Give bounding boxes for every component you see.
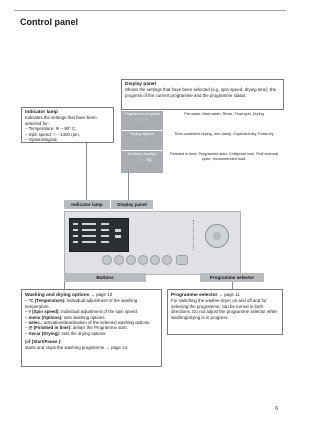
selector-heading: Programme selector [171,293,218,298]
buttons-item: – ▿ (Spin speed): individual adjustment of the spin speed. [25,309,139,315]
buttons-heading-ref: → page 13 [89,292,113,297]
row-label [121,111,163,130]
display-indicator [115,229,121,232]
leader-line [64,282,65,289]
display-panel-heading: Display panel [125,82,156,87]
item-text: sets washing options. [62,314,106,320]
display-line [73,241,125,244]
buttons-item: – Secar (Drying): sets the drying options [25,330,106,336]
finished-in-time-button[interactable] [150,255,160,265]
row-label-text: Programme progress [124,112,160,116]
buttons-list [25,298,158,336]
item-text: delays the Programme start. [71,325,128,331]
item-bold: ▿ (Spin speed): [28,309,60,315]
item-text: individual adjustment of the spin speed. [59,309,139,315]
auxiliary-symbols-icon: ◌ ◌ ◌ ◌ kg [132,157,152,162]
tag-buttons: Buttons [64,273,146,282]
item-bold: selec.: [28,320,43,326]
row-label-text: Drying options [129,132,155,136]
indicator-lamp-box [21,107,114,143]
display-table [121,110,284,172]
tag-indicator-lamp: Indicator lamp [64,200,110,209]
page-number: 6 [275,406,278,412]
menu-button[interactable] [126,255,136,265]
programme-selector-box [167,289,283,335]
row-desc: Time-controlled drying, Iron-damp, Cupboard-dry, Extra-dry [174,132,274,136]
item-bold: °C (Temperature): [28,298,66,304]
item-text: sets the drying options [60,330,106,336]
programme-selector-knob[interactable] [205,224,229,248]
selector-heading-ref: → page 11 [217,292,240,297]
selector-text: For switching the washer-dryer on and off and for selecting the programme; can be turned in both directions. Do not adjust the programme selector while washing/drying is in progress. [171,298,277,320]
display-row-auxiliary [121,150,284,173]
selector-dots [193,220,196,250]
indicator-intro: Indicates the settings that have been selected for: [25,115,97,126]
item-text: individual adjustment of the washing temperature. [25,298,138,309]
buttons-item: – ◷ (Finished in time): delays the Programme start. [25,325,128,331]
display-panel-text: Shows the settings that have been selected (e.g. spin speed, drying time), the progress of the current programme and the programme status. [125,87,277,98]
display-row-progress [121,110,284,130]
display-illustration [69,218,129,252]
leader-line [232,282,233,289]
row-desc: Pre-wash, Main wash, Rinse, Final spin, Drying [184,112,264,116]
row-label-text: Auxiliary displays [127,152,157,156]
display-panel-box [121,79,284,110]
display-line [73,223,125,226]
progress-symbols-icon: ◌ ◌ ◌ ◌ [135,117,149,122]
tag-display-panel: Display panel [111,200,153,209]
buttons-heading: Washing and drying options [25,293,90,298]
buttons-item: – °C (Temperature): individual adjustment of the washing temperature. [25,298,138,309]
row-desc: Finished in time, Programme start, Childproof lock, Fluff-removal cycle, recommended load. [169,152,279,161]
tag-programme-selector: Programme selector [200,273,264,282]
item-bold: menu (Options): [28,314,63,320]
display-row-drying [121,130,284,150]
leader-line [128,172,129,200]
item-bold: Secar (Drying): [28,330,61,336]
buttons-item: – selec.: activation/deactivation of the selected washing options. [25,320,151,326]
indicator-item: – Spin speed: ▿ – 1400 rpm, [25,131,80,137]
display-indicator [115,235,121,238]
indicator-list [25,126,110,142]
row-label [121,151,163,173]
knob-center [213,232,221,240]
title-rule [14,10,286,11]
drying-button[interactable] [162,255,172,265]
buttons-box [21,289,162,367]
leader-line [86,143,87,200]
indicator-heading: Indicator lamp [25,110,58,115]
drying-symbols-icon: ◌ ◌ ◌ [137,137,147,142]
selec-button[interactable] [138,255,148,265]
indicator-item: – Options/signal. [25,137,58,143]
row-label [121,131,163,150]
item-text: activation/deactivation of the selected washing options. [42,320,151,326]
indicator-item: – Temperature: ❄ – 90° C, [25,126,77,132]
start-pause-heading: ▷‖ (Start/Pause ): [25,339,62,345]
start-pause-text: starts and stops the washing programme → page 14. [25,344,129,350]
spin-speed-button[interactable] [114,255,124,265]
page-title: Control panel [20,17,78,27]
temperature-button[interactable] [102,255,112,265]
start-pause-button[interactable] [176,255,188,265]
item-bold: ◷ (Finished in time): [28,325,72,331]
buttons-item: – menu (Options): sets washing options. [25,314,106,320]
